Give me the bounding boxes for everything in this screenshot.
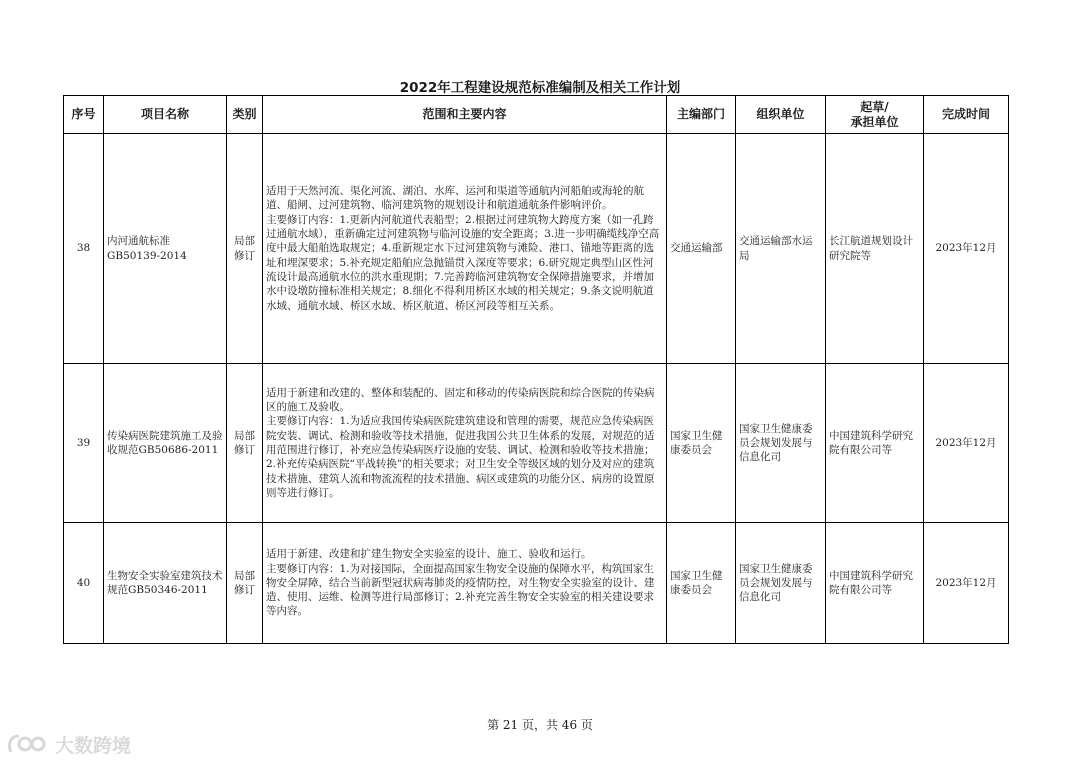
document-title: 2022年工程建设规范标准编制及相关工作计划	[399, 80, 681, 96]
header-project-name: 项目名称	[104, 96, 227, 134]
table-header-row	[64, 96, 1009, 134]
cell-drafter: 中国建筑科学研究院有限公司等	[826, 364, 924, 523]
cell-seq: 38	[64, 134, 104, 364]
cell-drafter: 长江航道规划设计研究院等	[826, 134, 924, 364]
watermark-logo-icon	[5, 730, 51, 758]
page-number: 第 21 页，共 46 页	[487, 718, 593, 732]
header-category: 类别	[227, 96, 263, 134]
cell-category: 局部修订	[227, 523, 263, 644]
scope-paragraph: 主要修订内容：1.为对接国际，全面提高国家生物安全设施的保障水平，构筑国家生物安全屏障，结合当前新型冠状病毒肺炎的疫情防控，对生物安全实验室的设计、建造、使用、运维、检测等进行局部修订；2.补充完善生物安全实验室的相关建设要求等内容。	[266, 562, 655, 618]
cell-project-name: 内河通航标准GB50139-2014	[104, 134, 227, 364]
cell-scope	[263, 523, 667, 644]
scope-paragraph: 主要修订内容：1.为适应我国传染病医院建筑建设和管理的需要，规范应急传染病医院安装、调试、检测和验收等技术措施，促进我国公共卫生体系的发展，对规范的适用范围进行修订，补充应急传染病医疗设施的安装、调试、检测和验收等技术措施；2.补充传染病医院“平战转换”的相关要求；对卫生安全等级区域的划分及对应的建筑技术措施、建筑人流和物流流程的技术措施、病区或建筑的功能分区、病房的设置原则等进行修订。	[266, 415, 655, 499]
work-plan-table	[63, 95, 1009, 644]
header-organizer: 组织单位	[736, 96, 826, 134]
cell-chief-dept: 交通运输部	[667, 134, 736, 364]
table-row	[64, 134, 1009, 364]
cell-organizer: 国家卫生健康委员会规划发展与信息化司	[736, 364, 826, 523]
cell-scope	[263, 364, 667, 523]
scope-paragraph: 适用于新建、改建和扩建生物安全实验室的设计、施工、验收和运行。	[266, 548, 592, 561]
cell-organizer: 交通运输部水运局	[736, 134, 826, 364]
cell-deadline: 2023年12月	[924, 134, 1009, 364]
cell-drafter: 中国建筑科学研究院有限公司等	[826, 523, 924, 644]
cell-organizer: 国家卫生健康委员会规划发展与信息化司	[736, 523, 826, 644]
table-row	[64, 364, 1009, 523]
header-deadline: 完成时间	[924, 96, 1009, 134]
scope-paragraph: 适用于天然河流、渠化河流、湖泊、水库、运河和渠道等通航内河船舶或海轮的航道、船闸、过河建筑物、临河建筑物的规划设计和航道通航条件影响评价。	[266, 185, 644, 212]
header-drafter	[826, 96, 924, 134]
watermark	[5, 730, 131, 758]
cell-seq: 39	[64, 364, 104, 523]
header-drafter-line1: 起草/	[860, 99, 889, 114]
header-drafter-line2: 承担单位	[850, 114, 899, 129]
cell-chief-dept: 国家卫生健康委员会	[667, 364, 736, 523]
scope-paragraph: 主要修订内容：1.更新内河航道代表船型；2.根据过河建筑物大跨度方案（如一孔跨过通航水域），重新确定过河建筑物与临河设施的安全距离；3.进一步明确缆线净空高度中最大船舶选取规定；4.重新规定水下过河建筑物与滩险、港口、锚地等距离的选址和埋深要求；5.补充规定船舶应急抛锚贯入深度等要求；6.研究规定典型山区性河流设计最高通航水位的洪水重现期；7.完善跨临河建筑物安全保障措施要求，并增加水中设墩防撞标准相关规定；8.细化不得利用桥区水域的相关规定；9.条文说明航道水域、通航水域、桥区水域、桥区航道、桥区河段等相互关系。	[266, 213, 660, 312]
cell-deadline: 2023年12月	[924, 523, 1009, 644]
header-seq: 序号	[64, 96, 104, 134]
cell-scope	[263, 134, 667, 364]
cell-deadline: 2023年12月	[924, 364, 1009, 523]
cell-category: 局部修订	[227, 134, 263, 364]
table-row	[64, 523, 1009, 644]
header-scope: 范围和主要内容	[263, 96, 667, 134]
scope-paragraph: 适用于新建和改建的、整体和装配的、固定和移动的传染病医院和综合医院的传染病区的施工及验收。	[266, 386, 655, 414]
cell-project-name: 生物安全实验室建筑技术规范GB50346-2011	[104, 523, 227, 644]
cell-category: 局部修订	[227, 364, 263, 523]
header-chief-dept: 主编部门	[667, 96, 736, 134]
cell-seq: 40	[64, 523, 104, 644]
watermark-text: 大数跨境	[55, 734, 132, 757]
cell-chief-dept: 国家卫生健康委员会	[667, 523, 736, 644]
cell-project-name: 传染病医院建筑施工及验收规范GB50686-2011	[104, 364, 227, 523]
